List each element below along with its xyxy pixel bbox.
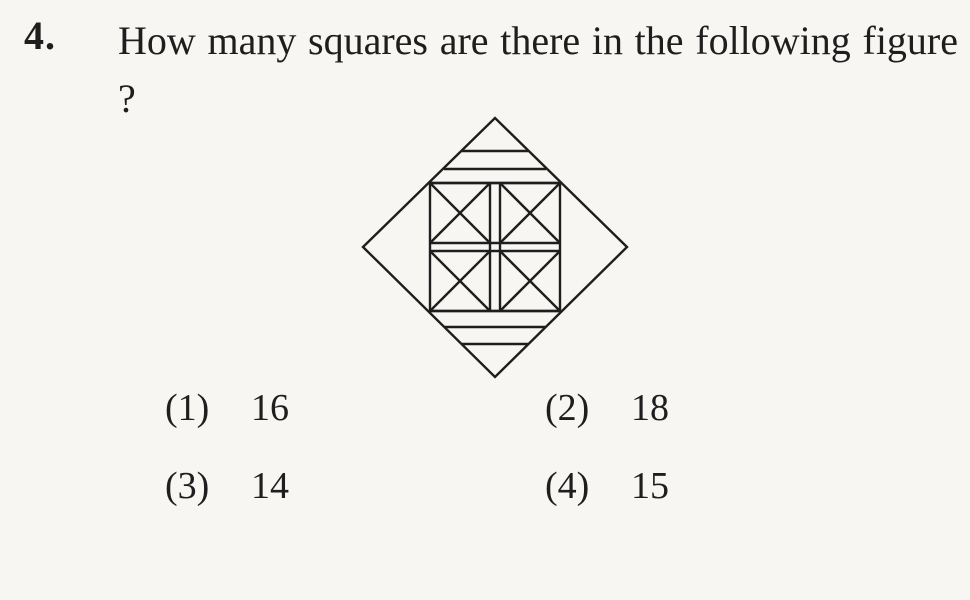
question-text: How many squares are there in the following figure ?: [118, 18, 958, 121]
outer-diamond: [363, 118, 627, 377]
option-3-label: (3): [165, 465, 210, 507]
option-1[interactable]: [165, 386, 289, 430]
option-3[interactable]: [165, 464, 289, 508]
square-grid-diamond-figure-icon: [360, 115, 630, 380]
option-4-value: 15: [631, 465, 669, 507]
option-4[interactable]: [545, 464, 669, 508]
option-3-value: 14: [251, 465, 289, 507]
option-4-label: (4): [545, 465, 590, 507]
question-number: 4.: [24, 13, 56, 58]
option-1-label: (1): [165, 387, 210, 429]
option-2[interactable]: [545, 386, 669, 430]
option-2-label: (2): [545, 387, 590, 429]
squares-figure: [360, 115, 630, 380]
option-2-value: 18: [631, 387, 669, 429]
option-1-value: 16: [251, 387, 289, 429]
